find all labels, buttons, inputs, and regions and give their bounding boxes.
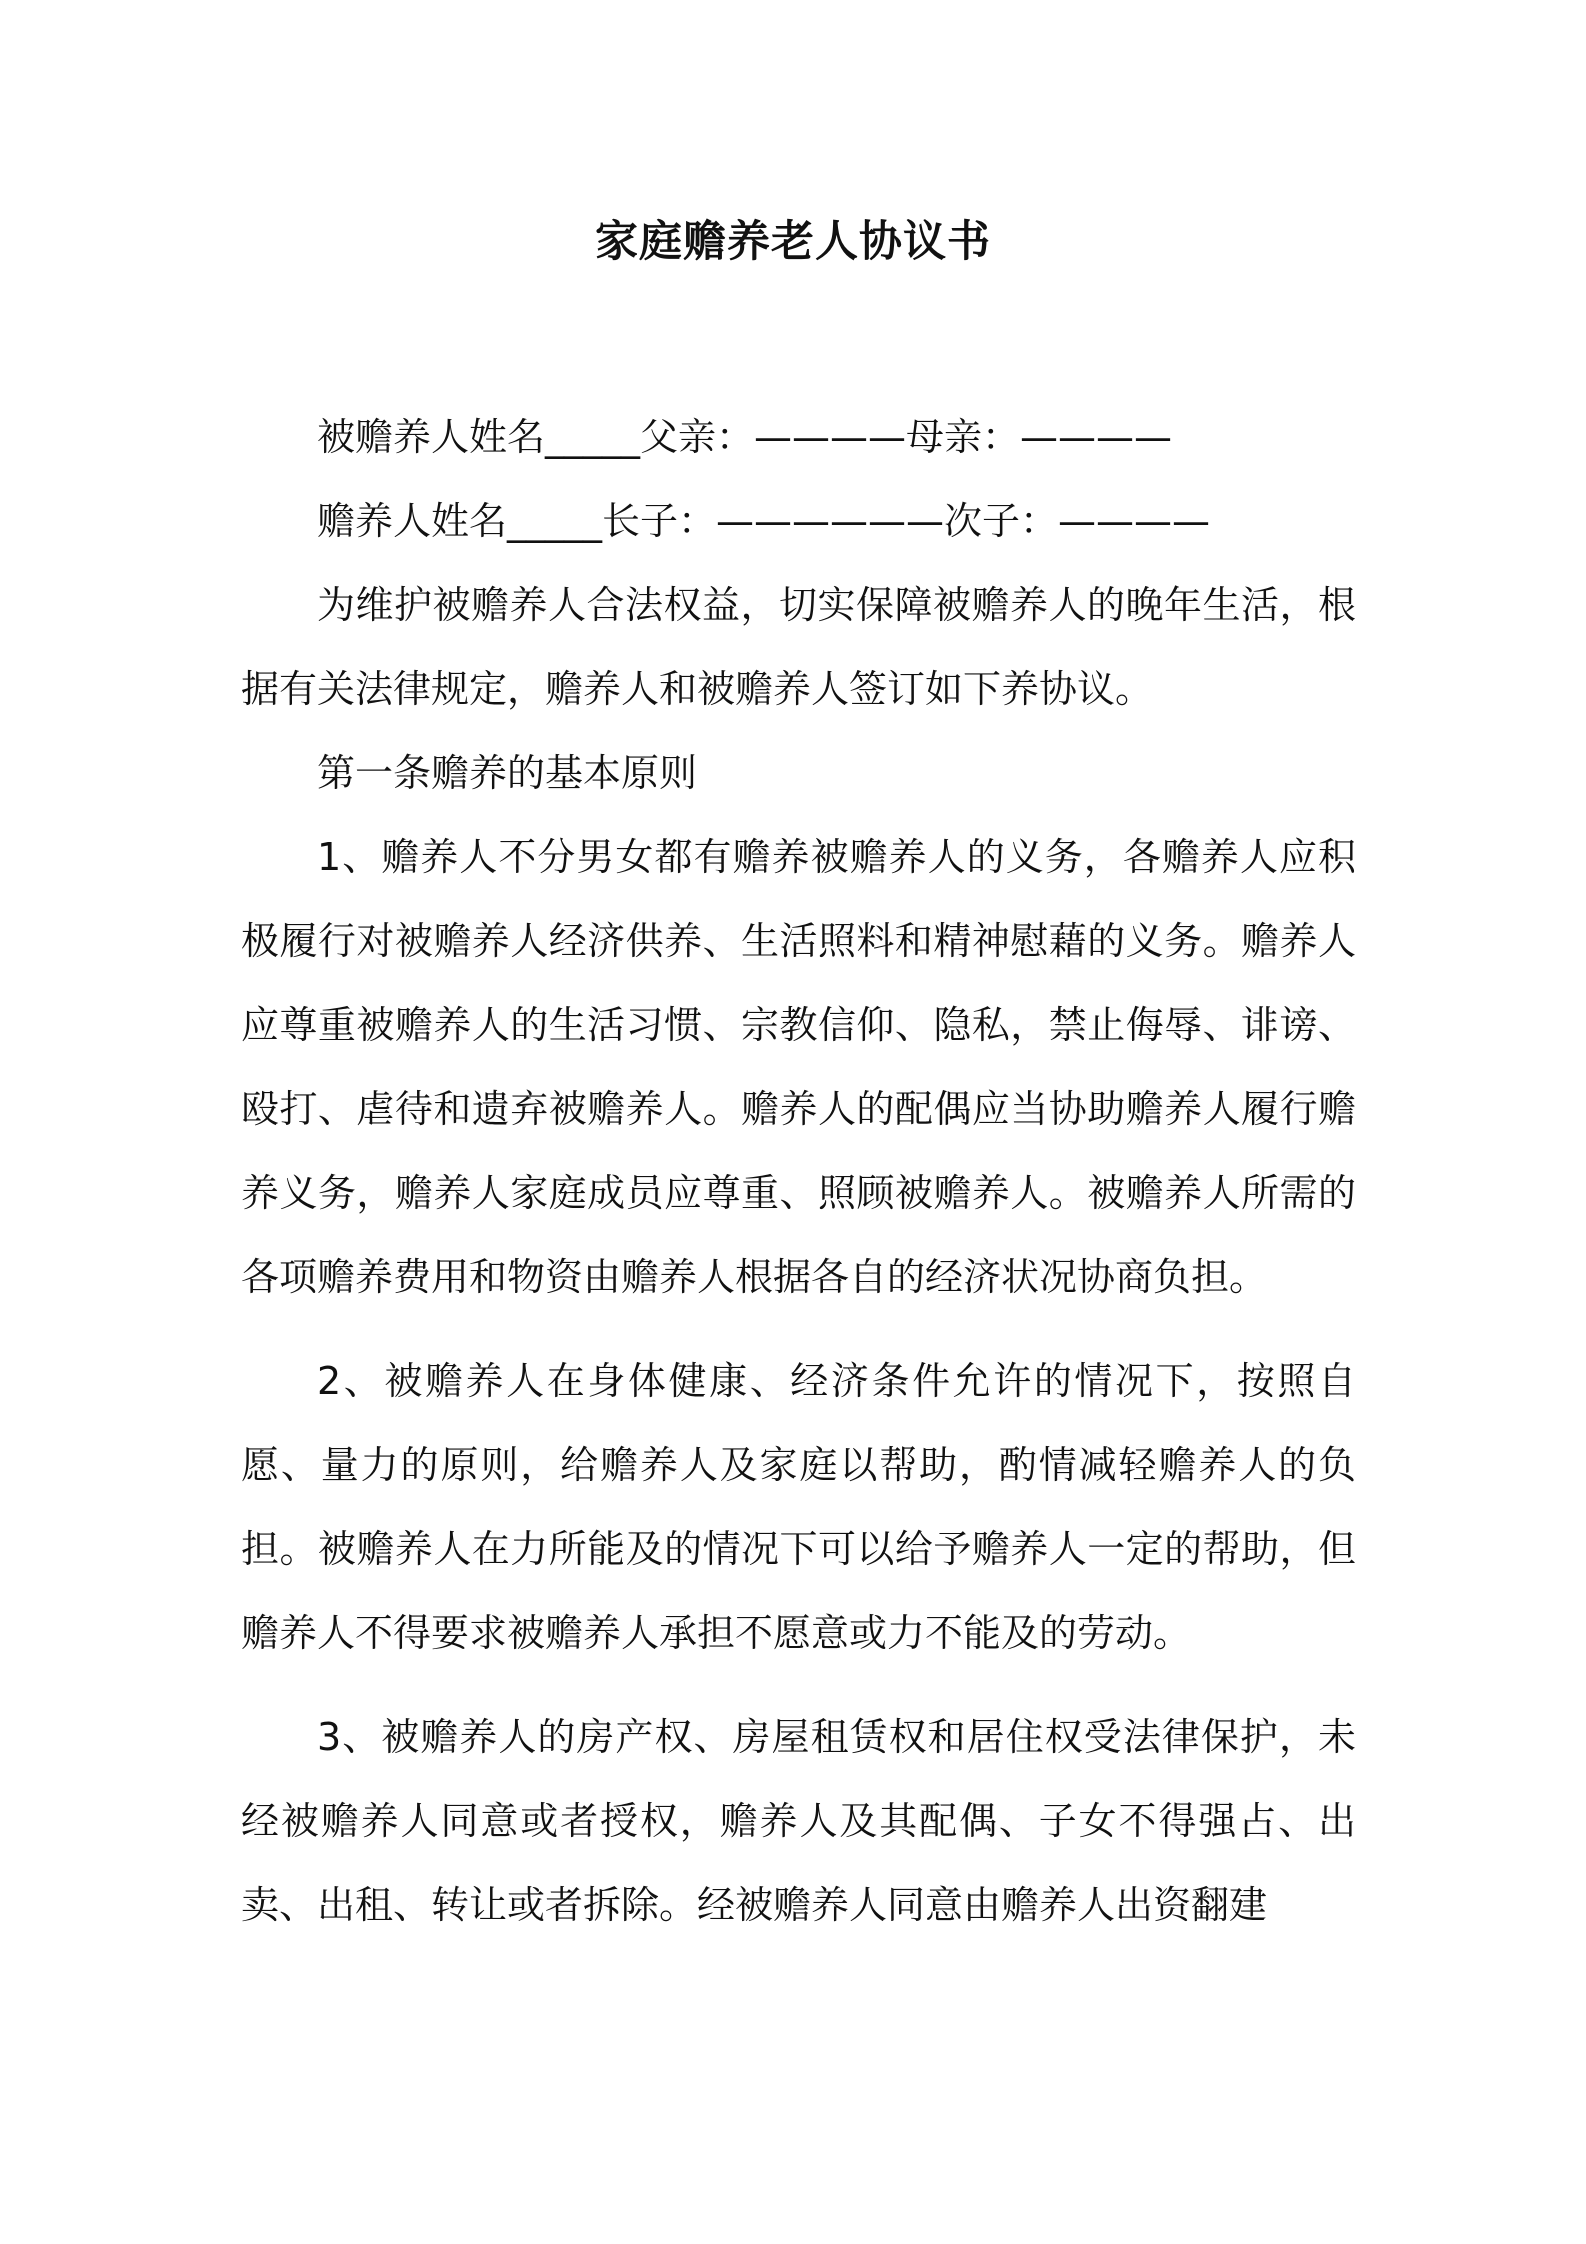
supported-party-line: 被赡养人姓名_____父亲：————母亲：———— [317, 415, 1173, 459]
article-1-clause-1: 1、赡养人不分男女都有赡养被赡养人的义务，各赡养人应积极履行对被赡养人经济供养、生活照料和精神慰藉的义务。赡养人应尊重被赡养人的生活习惯、宗教信仰、隐私，禁止侮辱、诽谤、殴打、虐待和遗弃被赡养人。赡养人的配偶应当协助赡养人履行赡养义务，赡养人家庭成员应尊重、照顾被赡养人。被赡养人所需的各项赡养费用和物资由赡养人根据各自的经济状况协商负担。 [241, 835, 1356, 1299]
article-1-clause-2: 2、被赡养人在身体健康、经济条件允许的情况下，按照自愿、量力的原则，给赡养人及家庭以帮助，酌情减轻赡养人的负担。被赡养人在力所能及的情况下可以给予赡养人一定的帮助，但赡养人不得要求被赡养人承担不愿意或力不能及的劳动。 [241, 1359, 1356, 1655]
document-title: 家庭赡养老人协议书 [595, 217, 991, 267]
article-1-heading: 第一条赡养的基本原则 [317, 751, 698, 795]
preamble-paragraph: 为维护被赡养人合法权益，切实保障被赡养人的晚年生活，根据有关法律规定，赡养人和被赡养人签订如下养协议。 [241, 583, 1356, 711]
article-1-clause-3: 3、被赡养人的房产权、房屋租赁权和居住权受法律保护，未经被赡养人同意或者授权，赡养人及其配偶、子女不得强占、出卖、出租、转让或者拆除。经被赡养人同意由赡养人出资翻建 [241, 1715, 1356, 1927]
supporter-party-line: 赡养人姓名_____长子：——————次子：———— [317, 499, 1211, 543]
document-body [241, 395, 1356, 1947]
